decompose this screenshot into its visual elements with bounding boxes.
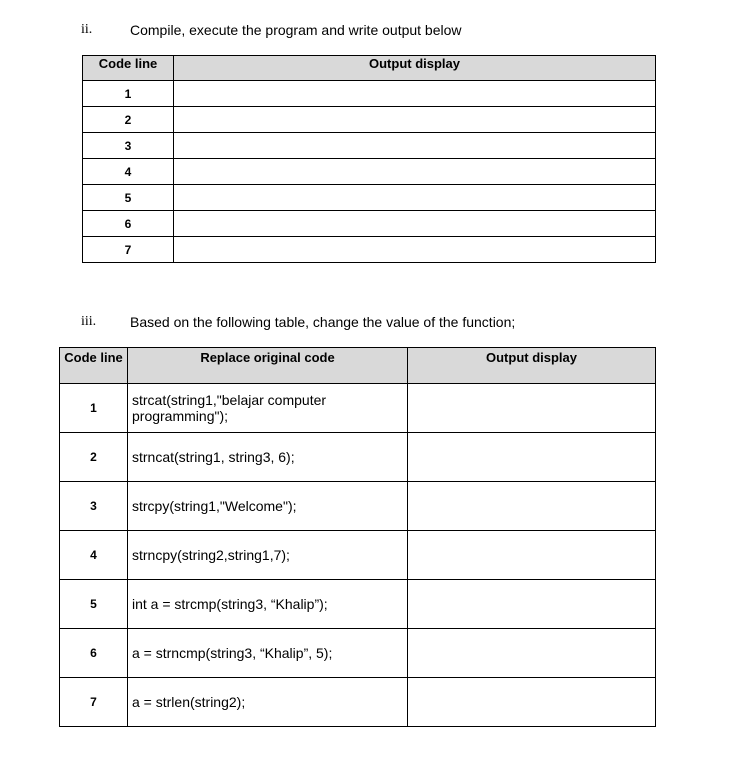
table-row xyxy=(60,580,656,629)
table-row xyxy=(83,133,656,159)
table-header-row xyxy=(60,348,656,384)
code-line-number: 2 xyxy=(60,433,128,482)
replacement-code: a = strncmp(string3, “Khalip”, 5); xyxy=(128,629,408,678)
output-cell[interactable] xyxy=(408,629,656,678)
code-line-number: 6 xyxy=(83,211,174,237)
table-row xyxy=(83,185,656,211)
replacement-code: strncpy(string2,string1,7); xyxy=(128,531,408,580)
code-line-number: 1 xyxy=(60,384,128,433)
code-line-number: 1 xyxy=(83,81,174,107)
table-row xyxy=(60,629,656,678)
compile-output-table xyxy=(82,55,656,263)
code-line-header: Code line xyxy=(83,56,174,81)
code-line-number: 4 xyxy=(60,531,128,580)
section-iii-instruction: Based on the following table, change the value of the function; xyxy=(130,314,516,330)
replacement-code: a = strlen(string2); xyxy=(128,678,408,727)
table-row xyxy=(83,211,656,237)
table-row xyxy=(83,107,656,133)
section-iii-numeral: iii. xyxy=(81,314,97,329)
output-cell[interactable] xyxy=(174,133,656,159)
replacement-code: strcat(string1,"belajar computer programming"); xyxy=(128,384,408,433)
code-line-number: 5 xyxy=(83,185,174,211)
code-line-number: 7 xyxy=(60,678,128,727)
output-cell[interactable] xyxy=(174,81,656,107)
code-line-header: Code line xyxy=(60,348,128,384)
output-cell[interactable] xyxy=(408,433,656,482)
replacement-code: strcpy(string1,"Welcome"); xyxy=(128,482,408,531)
code-line-number: 2 xyxy=(83,107,174,133)
replace-code-header: Replace original code xyxy=(128,348,408,384)
replacement-code: strncat(string1, string3, 6); xyxy=(128,433,408,482)
table-row xyxy=(60,678,656,727)
table-row xyxy=(83,237,656,263)
output-cell[interactable] xyxy=(174,237,656,263)
output-cell[interactable] xyxy=(408,482,656,531)
output-cell[interactable] xyxy=(174,185,656,211)
section-ii-numeral: ii. xyxy=(81,22,93,37)
table-row xyxy=(83,81,656,107)
output-cell[interactable] xyxy=(408,678,656,727)
output-cell[interactable] xyxy=(408,531,656,580)
output-cell[interactable] xyxy=(174,211,656,237)
table-row xyxy=(60,384,656,433)
table-header-row xyxy=(83,56,656,81)
output-cell[interactable] xyxy=(408,580,656,629)
code-line-number: 3 xyxy=(60,482,128,531)
code-line-number: 4 xyxy=(83,159,174,185)
output-display-header: Output display xyxy=(174,56,656,81)
replace-code-table xyxy=(59,347,656,727)
code-line-number: 7 xyxy=(83,237,174,263)
table-row xyxy=(60,433,656,482)
table-row xyxy=(83,159,656,185)
code-line-number: 6 xyxy=(60,629,128,678)
output-cell[interactable] xyxy=(408,384,656,433)
replacement-code: int a = strcmp(string3, “Khalip”); xyxy=(128,580,408,629)
code-line-number: 5 xyxy=(60,580,128,629)
output-cell[interactable] xyxy=(174,159,656,185)
output-display-header: Output display xyxy=(408,348,656,384)
table-row xyxy=(60,531,656,580)
output-cell[interactable] xyxy=(174,107,656,133)
table-row xyxy=(60,482,656,531)
section-ii-instruction: Compile, execute the program and write output below xyxy=(130,22,462,38)
code-line-number: 3 xyxy=(83,133,174,159)
